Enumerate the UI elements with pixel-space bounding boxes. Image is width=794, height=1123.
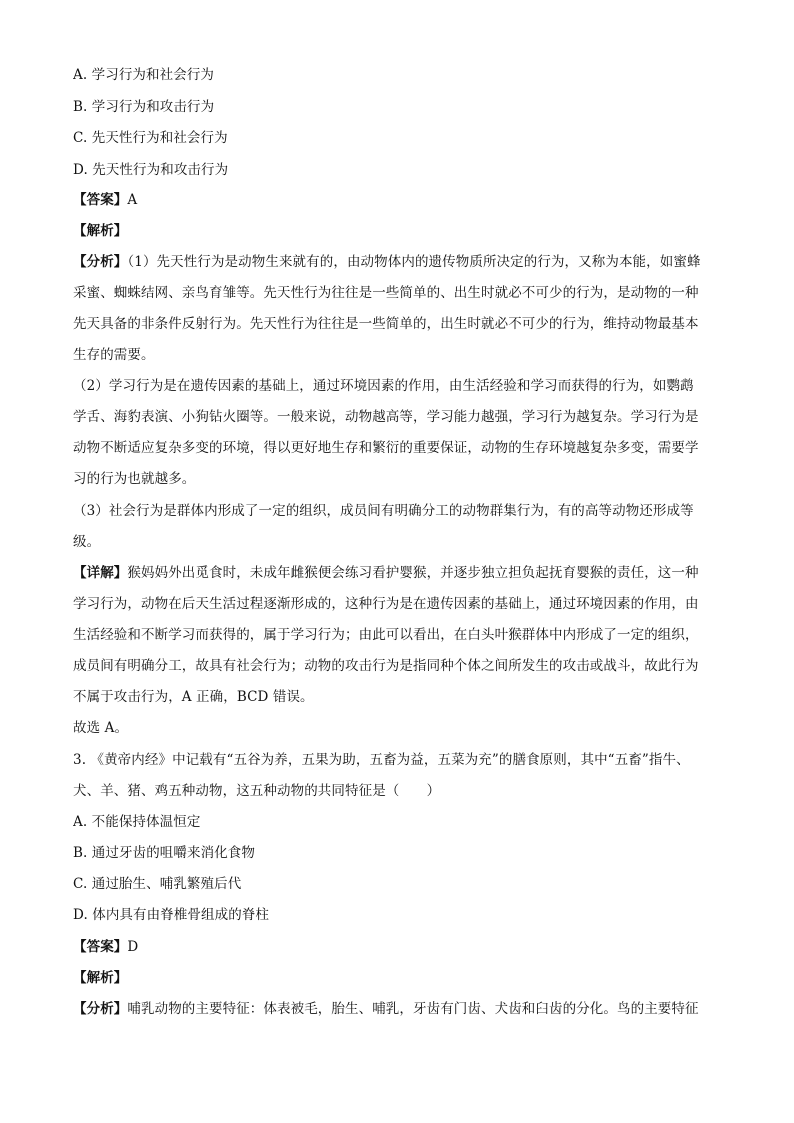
q2-answer-line: [73, 190, 723, 210]
q2-option-a: A. 学习行为和社会行为: [73, 67, 215, 83]
q2-option-c: C. 先天性行为和社会行为: [73, 130, 228, 146]
q3-option-c: C. 通过胎生、哺乳繁殖后代: [73, 876, 242, 892]
q2-detail-line-1: [73, 563, 723, 583]
q2-fenxi-line-9: （3）社会行为是群体内形成了一定的组织，成员间有明确分工的动物群集行为，有的高等动物还形成等: [73, 503, 694, 519]
q2-detail-line-2: 学习行为，动物在后天生活过程逐渐形成的，这种行为是在遗传因素的基础上，通过环境因素的作用，由: [73, 596, 699, 612]
q3-option-a: A. 不能保持体温恒定: [73, 814, 201, 830]
answer-tag: 【答案】: [73, 192, 128, 208]
detail-tag: 【详解】: [73, 565, 128, 581]
q3-answer-line: [73, 937, 723, 957]
q2-fenxi-line-1: [73, 252, 723, 272]
q2-fenxi-line-10: 级。: [73, 534, 101, 550]
fenxi-text: （1）先天性行为是动物生来就有的，由动物体内的遗传物质所决定的行为，又称为本能，如蜜蜂: [127, 254, 701, 270]
q2-detail-line-3: 生活经验和不断学习而获得的，属于学习行为；由此可以看出，在白头叶猴群体中内形成了一定的组织，: [73, 627, 699, 643]
q3-stem-line-2: 犬、羊、猪、鸡五种动物，这五种动物的共同特征是（ ）: [73, 783, 441, 799]
q2-fenxi-line-7: 动物不断适应复杂多变的环境，得以更好地生存和繁衍的重要保证，动物的生存环境越复杂多变，需要学: [73, 440, 699, 456]
q2-detail-line-5: 不属于攻击行为，A 正确，BCD 错误。: [73, 689, 314, 705]
q3-option-b: B. 通过牙齿的咀嚼来消化食物: [73, 845, 256, 861]
q2-fenxi-line-5: （2）学习行为是在遗传因素的基础上，通过环境因素的作用，由生活经验和学习而获得的行为，如鹦鹉: [73, 378, 694, 394]
q3-fenxi-line-1: [73, 999, 723, 1019]
q3-option-d: D. 体内具有由脊椎骨组成的脊柱: [73, 907, 270, 923]
analysis-tag: 【解析】: [73, 970, 128, 986]
q2-fenxi-line-6: 学舌、海豹表演、小狗钻火圈等。一般来说，动物越高等，学习能力越强，学习行为越复杂。学习行为是: [73, 409, 699, 425]
q2-fenxi-line-4: 生存的需要。: [73, 347, 155, 363]
answer-tag: 【答案】: [73, 939, 128, 955]
q2-detail-line-4: 成员间有明确分工，故具有社会行为；动物的攻击行为是指同种个体之间所发生的攻击或战斗，故此行为: [73, 658, 699, 674]
fenxi-tag: 【分析】: [73, 254, 128, 270]
q2-fenxi-line-8: 习的行为也就越多。: [73, 471, 196, 487]
q2-fenxi-line-3: 先天具备的非条件反射行为。先天性行为往往是一些简单的，出生时就必不可少的行为，维持动物最基本: [73, 316, 699, 332]
q3-stem-line-1: 3. 《黄帝内经》中记载有“五谷为养，五果为助，五畜为益，五菜为充”的膳食原则，其中“五畜”指牛、: [73, 752, 690, 768]
q2-option-d: D. 先天性行为和攻击行为: [73, 162, 229, 178]
detail-text: 猴妈妈外出觅食时，未成年雌猴便会练习看护婴猴，并逐步独立担负起抚育婴猴的责任，这一种: [127, 565, 699, 581]
fenxi-text: 哺乳动物的主要特征：体表被毛，胎生、哺乳，牙齿有门齿、犬齿和臼齿的分化。鸟的主要特征: [127, 1001, 699, 1017]
analysis-tag: 【解析】: [73, 223, 128, 239]
q2-conclusion: 故选 A。: [73, 720, 129, 736]
q2-fenxi-line-2: 采蜜、蜘蛛结网、亲鸟育雏等。先天性行为往往是一些简单的、出生时就必不可少的行为，是动物的一种: [73, 285, 699, 301]
q2-option-b: B. 学习行为和攻击行为: [73, 99, 215, 115]
q3-analysis-tag: [73, 968, 723, 988]
q2-analysis-tag: [73, 221, 723, 241]
answer-value: D: [127, 939, 139, 955]
answer-value: A: [127, 192, 138, 208]
fenxi-tag: 【分析】: [73, 1001, 128, 1017]
